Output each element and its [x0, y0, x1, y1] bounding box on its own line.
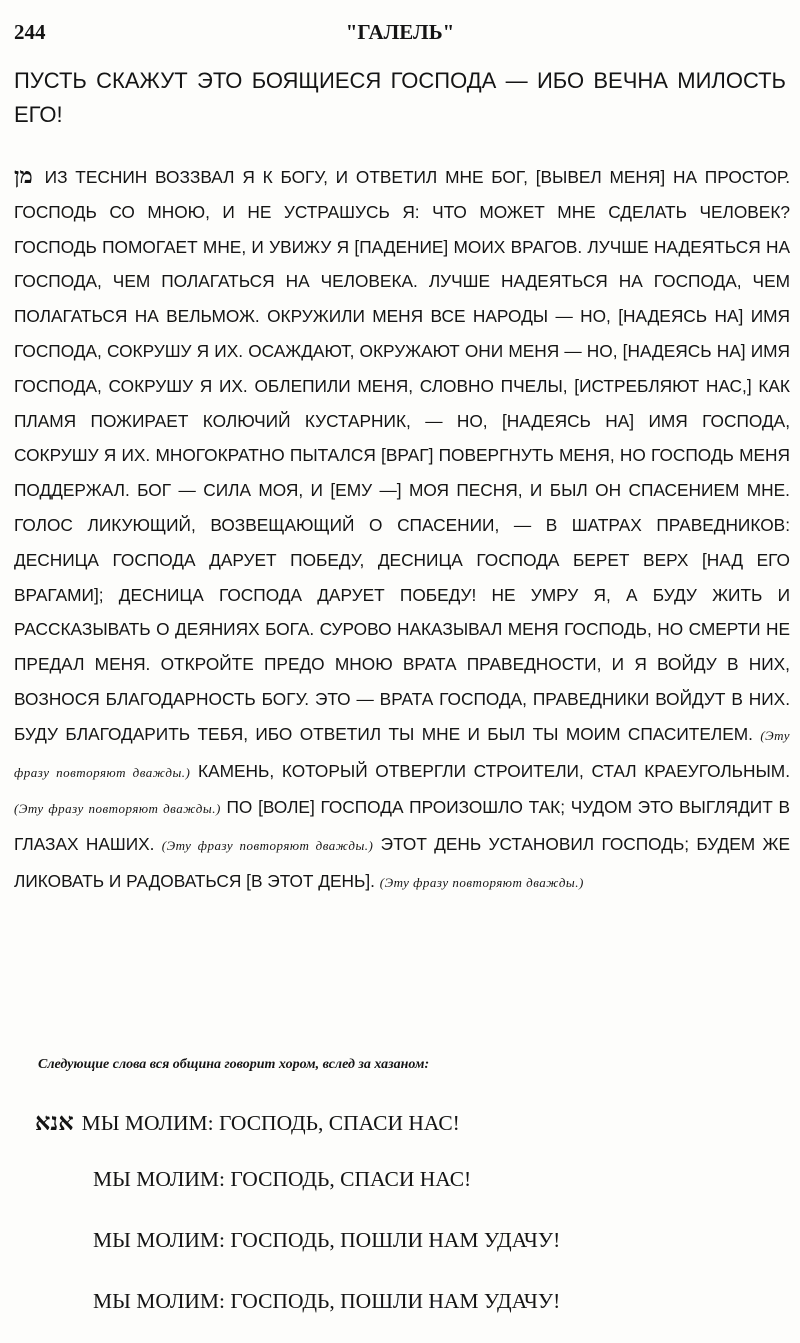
- chant-line-text: МЫ МОЛИМ: ГОСПОДЬ, СПАСИ НАС!: [93, 1167, 472, 1191]
- psalm-segment: ИЗ ТЕСНИН ВОЗЗВАЛ Я К БОГУ, И ОТВЕТИЛ МНЕ БОГ, [ВЫВЕЛ МЕНЯ] НА ПРОСТОР. ГОСПОДЬ СО МНОЮ, И НЕ УСТРАШУСЬ Я: ЧТО МОЖЕТ МНЕ СДЕЛАТЬ ЧЕЛОВЕК? ГОСПОДЬ ПОМОГАЕТ МНЕ, И УВИЖУ Я [ПАДЕНИЕ] МОИХ ВРАГОВ. ЛУЧШЕ НАДЕЯТЬСЯ НА ГОСПОДА, ЧЕМ ПОЛАГАТЬСЯ НА ЧЕЛОВЕКА. ЛУЧШЕ НАДЕЯТЬСЯ НА ГОСПОДА, ЧЕМ ПОЛАГАТЬСЯ НА ВЕЛЬМОЖ. ОКРУЖИЛИ МЕНЯ ВСЕ НАРОДЫ — НО, [НАДЕЯСЬ НА] ИМЯ ГОСПОДА, СОКРУШУ Я ИХ. ОСАЖДАЮТ, ОКРУЖАЮТ ОНИ МЕНЯ — НО, [НАДЕЯСЬ НА] ИМЯ ГОСПОДА, СОКРУШУ Я ИХ. ОБЛЕПИЛИ МЕНЯ, СЛОВНО ПЧЕЛЫ, [ИСТРЕБЛЯЮТ НАС,] КАК ПЛАМЯ ПОЖИРАЕТ КОЛЮЧИЙ КУСТАРНИК, — НО, [НАДЕЯСЬ НА] ИМЯ ГОСПОДА, СОКРУШУ Я ИХ. МНОГОКРАТНО ПЫТАЛСЯ [ВРАГ] ПОВЕРГНУТЬ МЕНЯ, НО ГОСПОДЬ МЕНЯ ПОДДЕРЖАЛ. БОГ — СИЛА МОЯ, И [ЕМУ —] МОЯ ПЕСНЯ, И БЫЛ ОН СПАСЕНИЕМ МНЕ. ГОЛОС ЛИКУЮЩИЙ, ВОЗВЕЩАЮЩИЙ О СПАСЕНИИ, — В ШАТРАХ ПРАВЕДНИКОВ: ДЕСНИЦА ГОСПОДА ДАРУЕТ ПОБЕДУ, ДЕСНИЦА ГОСПОДА БЕРЕТ ВЕРХ [НАД ЕГО ВРАГАМИ]; ДЕСНИЦА ГОСПОДА ДАРУЕТ ПОБЕДУ! НЕ УМРУ Я, А БУДУ ЖИТЬ И РАССКАЗЫВАТЬ О ДЕЯНИЯХ БОГА. СУРОВО НАКАЗЫВАЛ МЕНЯ ГОСПОДЬ, НО СМЕРТИ НЕ ПРЕДАЛ МЕНЯ. ОТКРОЙТЕ ПРЕДО МНОЮ ВРАТА ПРАВЕДНОСТИ, И Я ВОЙДУ В НИХ, ВОЗНОСЯ БЛАГОДАРНОСТЬ БОГУ. ЭТО — ВРАТА ГОСПОДА, ПРАВЕДНИКИ ВОЙДУТ В НИХ. БУДУ БЛАГОДАРИТЬ ТЕБЯ, ИБО ОТВЕТИЛ ТЫ МНЕ И БЫЛ ТЫ МОИМ СПАСИТЕЛЕМ.: [14, 167, 790, 744]
- page-number: 244: [14, 20, 46, 44]
- psalm-text: [14, 159, 790, 901]
- psalm-segment: ЭТОТ ДЕНЬ УСТАНОВИЛ ГОСПОДЬ; БУДЕМ ЖЕ ЛИКОВАТЬ И РАДОВАТЬСЯ [В ЭТОТ ДЕНЬ].: [14, 834, 790, 891]
- repeat-note: (Эту фразу повторяют дважды.): [14, 727, 790, 780]
- chant-line: [93, 1228, 560, 1253]
- chant-line: [35, 1107, 460, 1137]
- psalm-segment: КАМЕНЬ, КОТОРЫЙ ОТВЕРГЛИ СТРОИТЕЛИ, СТАЛ КРАЕУГОЛЬНЫМ.: [198, 760, 790, 781]
- repeat-note: (Эту фразу повторяют дважды.): [379, 874, 584, 890]
- repeat-note: (Эту фразу повторяют дважды.): [161, 838, 374, 854]
- chant-line-text: МЫ МОЛИМ: ГОСПОДЬ, ПОШЛИ НАМ УДАЧУ!: [93, 1289, 561, 1313]
- chant-line: [93, 1167, 471, 1192]
- repeat-note: (Эту фразу повторяют дважды.): [14, 801, 221, 817]
- running-title: "ГАЛЕЛЬ": [345, 20, 455, 44]
- intro-verse: ПУСТЬ СКАЖУТ ЭТО БОЯЩИЕСЯ ГОСПОДА — ИБО ВЕЧНА МИЛОСТЬ ЕГО!: [14, 68, 786, 127]
- chant-line-text: МЫ МОЛИМ: ГОСПОДЬ, СПАСИ НАС!: [81, 1111, 460, 1135]
- page-header: [14, 20, 786, 50]
- chant-line: [93, 1289, 560, 1314]
- hebrew-marker-ana: אנא: [35, 1107, 74, 1136]
- psalm-segment: ПО [ВОЛЕ] ГОСПОДА ПРОИЗОШЛО ТАК; ЧУДОМ ЭТО ВЫГЛЯДИТ В ГЛАЗАХ НАШИХ.: [14, 797, 790, 855]
- instruction-text: Следующие слова вся община говорит хором, вслед за хазаном:: [38, 1057, 430, 1072]
- chant-line-text: МЫ МОЛИМ: ГОСПОДЬ, ПОШЛИ НАМ УДАЧУ!: [93, 1228, 561, 1252]
- hebrew-marker-min: מן: [14, 163, 33, 189]
